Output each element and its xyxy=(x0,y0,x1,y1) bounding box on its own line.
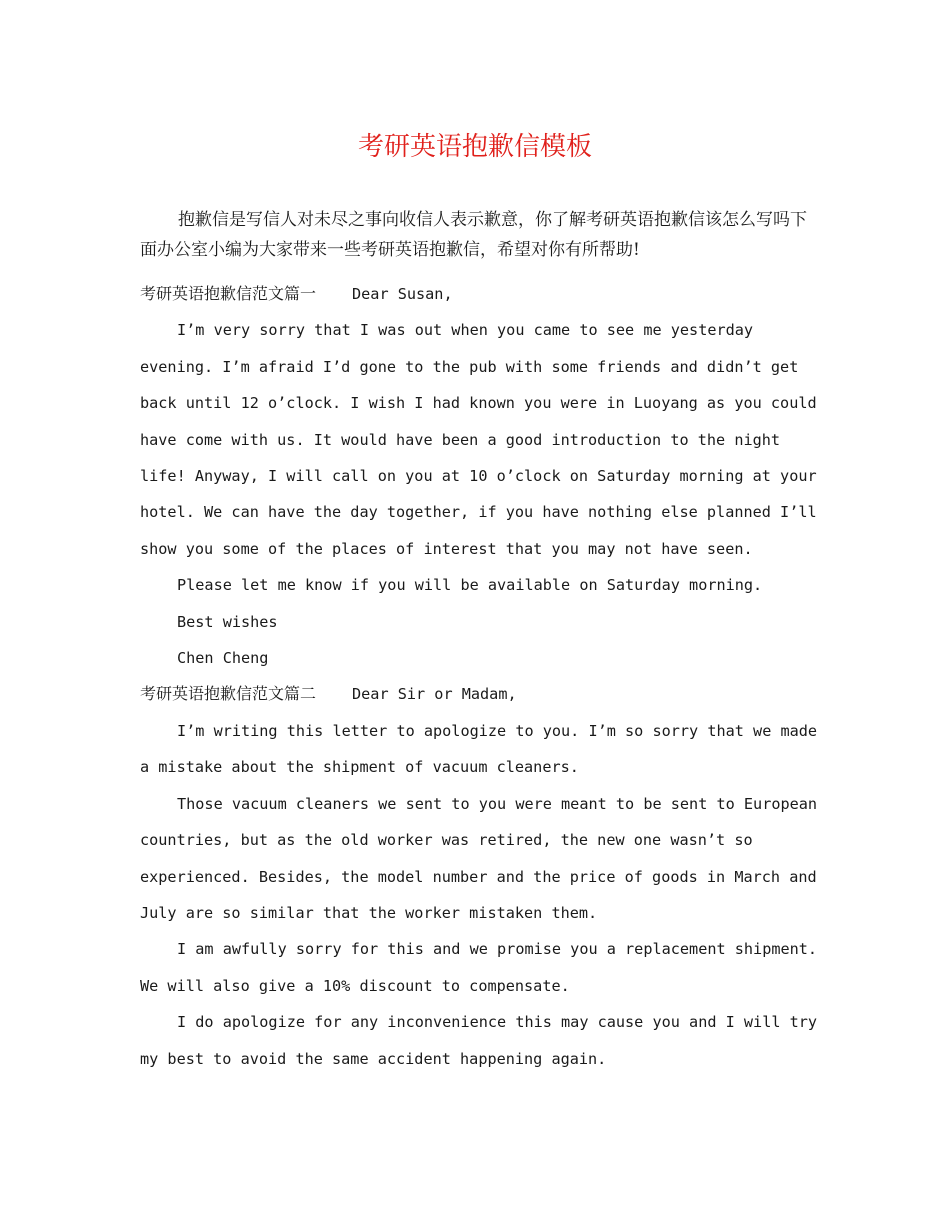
letter1-closing: Best wishes xyxy=(177,612,278,631)
letter1-paragraph-2: Please let me know if you will be available on Saturday morning. xyxy=(177,576,763,595)
letter1-paragraph-1: I’m very sorry that I was out when you came to see me yesterday evening. I’m afraid I’d gone to the pub with some friends and didn’t get back until 12 o’clock. I wish I had known you were in Luoyang as you could have come with us. It would have been a good introduction to the night life! Anyway, I will call on you at 10 o’clock on Saturday morning at your hotel. We can have the day together, if you have nothing else planned I’ll show you some of the places of interest that you may not have seen. xyxy=(140,321,817,558)
document-body xyxy=(140,276,820,1077)
letter2-paragraph-1: I’m writing this letter to apologize to you. I’m so sorry that we made a mistake about the shipment of vacuum cleaners. xyxy=(140,721,818,777)
document-title: 考研英语抱歉信模板 xyxy=(357,132,592,162)
letter2-paragraph-2: Those vacuum cleaners we sent to you were meant to be sent to European countries, but as the old worker was retired, the new one wasn’t so experienced. Besides, the model number and the price of goods in March and July are so similar that the worker mistaken them. xyxy=(140,794,818,922)
letter1-signature: Chen Cheng xyxy=(177,649,269,668)
letter1-salutation: Dear Susan, xyxy=(352,285,453,303)
letter1-heading-line xyxy=(140,276,820,312)
letter2-paragraph-3: I am awfully sorry for this and we promise you a replacement shipment. We will also give a 10% discount to compensate. xyxy=(140,940,818,995)
letter2-salutation: Dear Sir or Madam, xyxy=(352,685,517,704)
letter2-paragraph-4: I do apologize for any inconvenience this may cause you and I will try my best to avoid the same accident happening again. xyxy=(140,1013,818,1068)
letter1-heading: 考研英语抱歉信范文篇一 xyxy=(140,284,317,303)
intro-paragraph: 抱歉信是写信人对未尽之事向收信人表示歉意，你了解考研英语抱歉信该怎么写吗下面办公室小编为大家带来一些考研英语抱歉信，希望对你有所帮助! xyxy=(140,210,807,260)
letter2-heading: 考研英语抱歉信范文篇二 xyxy=(140,684,317,704)
letter2-heading-line xyxy=(140,676,820,712)
